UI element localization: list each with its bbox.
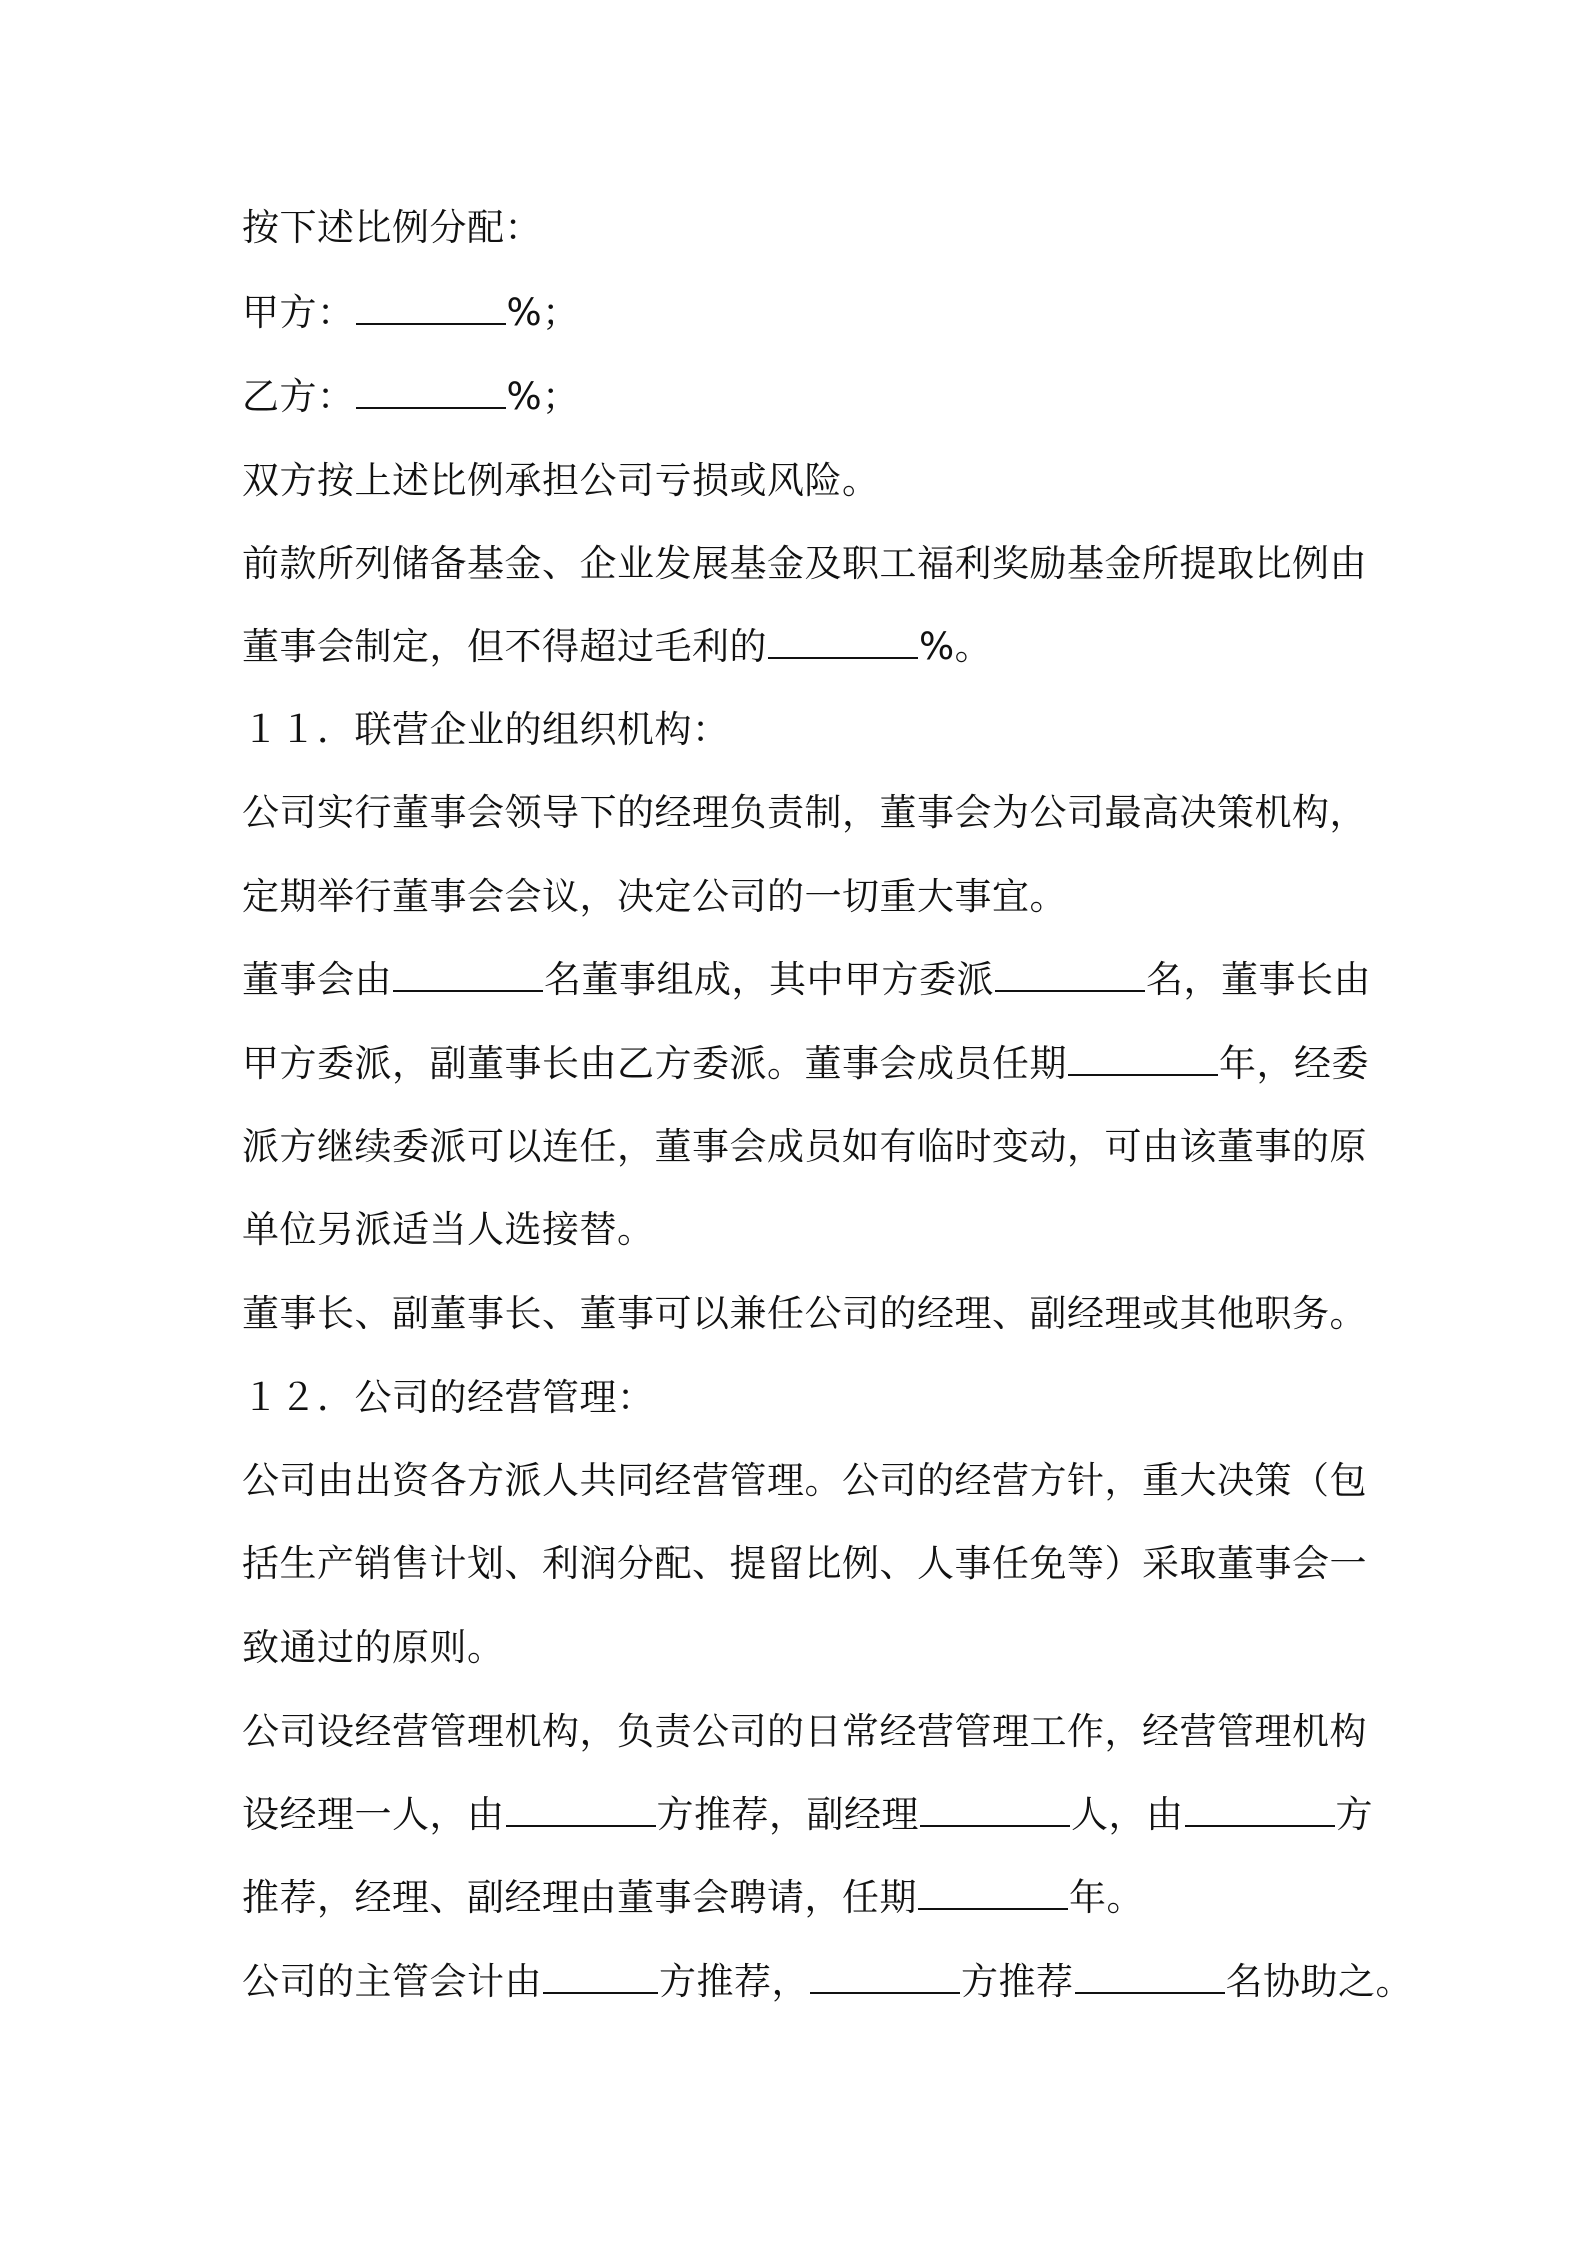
- text-line: 前款所列储备基金、企业发展基金及职工福利奖励基金所提取比例由: [242, 542, 1367, 585]
- text-line: 乙方： %；: [242, 375, 580, 418]
- text-line: 董事会制定，但不得超过毛利的 %。: [242, 625, 993, 668]
- fill-in-blank[interactable]: [918, 1874, 1068, 1910]
- fill-in-blank[interactable]: [1185, 1791, 1335, 1827]
- text-line: 定期举行董事会会议，决定公司的一切重大事宜。: [242, 875, 1067, 918]
- text-line: 单位另派适当人选接替。: [242, 1208, 655, 1251]
- text-line: 括生产销售计划、利润分配、提留比例、人事任免等）采取董事会一: [242, 1542, 1367, 1585]
- fill-in-blank[interactable]: [543, 1958, 658, 1994]
- fill-in-blank[interactable]: [506, 1791, 656, 1827]
- fill-in-blank[interactable]: [356, 373, 506, 409]
- text-line: 双方按上述比例承担公司亏损或风险。: [242, 459, 880, 502]
- fill-in-blank[interactable]: [356, 289, 506, 325]
- fill-in-blank[interactable]: [1068, 1040, 1218, 1076]
- text-line: 甲方委派，副董事长由乙方委派。董事会成员任期 年，经委: [242, 1042, 1369, 1085]
- text-line: 推荐，经理、副经理由董事会聘请，任期 年。: [242, 1876, 1144, 1919]
- text-line: 设经理一人，由 方推荐，副经理 人，由 方: [242, 1793, 1373, 1836]
- section-heading: １２．公司的经营管理：: [242, 1376, 655, 1419]
- text-line: 董事会由 名董事组成，其中甲方委派 名，董事长由: [242, 958, 1371, 1001]
- fill-in-blank[interactable]: [920, 1791, 1070, 1827]
- fill-in-blank[interactable]: [810, 1958, 960, 1994]
- text-line: 公司的主管会计由 方推荐， 方推荐 名协助之。: [242, 1960, 1413, 2003]
- text-line: 董事长、副董事长、董事可以兼任公司的经理、副经理或其他职务。: [242, 1292, 1367, 1335]
- fill-in-blank[interactable]: [995, 956, 1145, 992]
- text-line: 按下述比例分配：: [242, 206, 542, 249]
- text-line: 甲方： %；: [242, 291, 580, 334]
- text-line: 公司设经营管理机构，负责公司的日常经营管理工作，经营管理机构: [242, 1710, 1367, 1753]
- text-line: 公司实行董事会领导下的经理负责制，董事会为公司最高决策机构，: [242, 791, 1367, 834]
- text-line: 公司由出资各方派人共同经营管理。公司的经营方针，重大决策（包: [242, 1459, 1367, 1502]
- text-line: 派方继续委派可以连任，董事会成员如有临时变动，可由该董事的原: [242, 1125, 1367, 1168]
- section-heading: １１．联营企业的组织机构：: [242, 708, 730, 751]
- fill-in-blank[interactable]: [393, 956, 543, 992]
- fill-in-blank[interactable]: [768, 623, 918, 659]
- fill-in-blank[interactable]: [1075, 1958, 1225, 1994]
- text-line: 致通过的原则。: [242, 1626, 505, 1669]
